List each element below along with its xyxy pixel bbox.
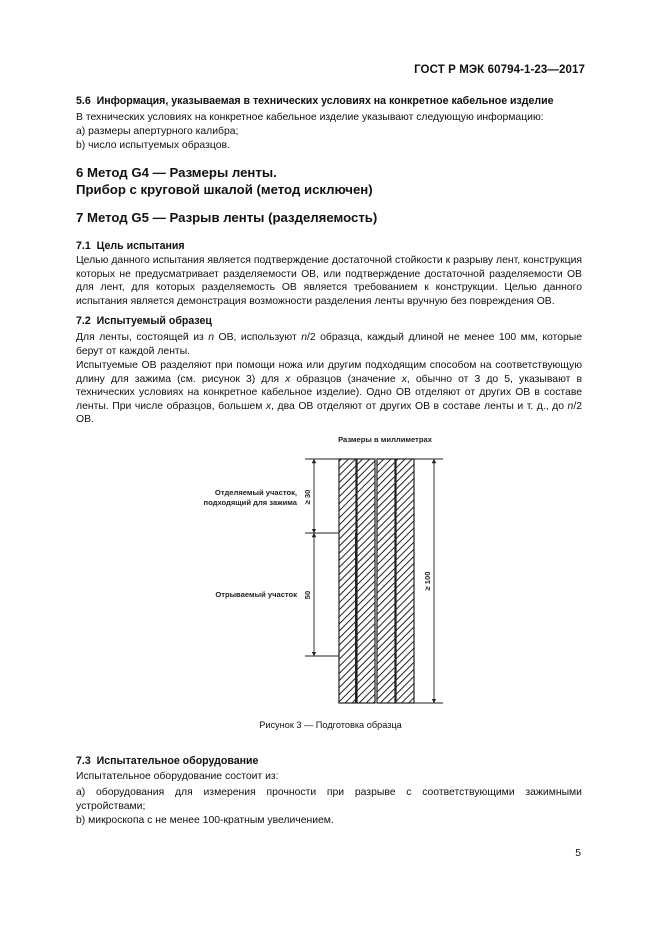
label-separated-section-line1: Отделяемый участок, bbox=[214, 488, 297, 497]
section-5-6-heading bbox=[76, 95, 582, 109]
list-mark: b) bbox=[76, 815, 86, 826]
label-torn-section: Отрываемый участок bbox=[215, 590, 297, 599]
section-6-heading bbox=[76, 164, 582, 198]
dimension-top-value: ≥ 30 bbox=[303, 489, 312, 505]
paragraph-text: Целью данного испытания является подтверждение достаточной стойкости к разрыву лент, конструкция которых не предусматривает разделяемости ОВ, или подтверждение достаточной разделяемости ОВ для лент, для которых разделяемость ОВ является требованием к конструкции. Целью данного испытания является демонстрация возможности разделения ленты вручную без повреждения ОВ. bbox=[76, 255, 582, 307]
section-number: 7.3 bbox=[76, 755, 91, 767]
var-n: n bbox=[301, 332, 307, 343]
text-run: /2 образца, каждый длиной не менее 100 мм, которые берут от каждой ленты. bbox=[76, 332, 582, 357]
figure-caption: Рисунок 3 — Подготовка образца bbox=[259, 720, 402, 730]
section-7-1-text bbox=[76, 254, 582, 308]
var-x: x bbox=[265, 400, 272, 412]
fiber-strip bbox=[339, 459, 356, 703]
dimension-total-value: ≥ 100 bbox=[423, 571, 432, 591]
section-number: 7.1 bbox=[76, 240, 91, 252]
list-mark: a) bbox=[76, 787, 86, 798]
var-n: n bbox=[567, 400, 574, 412]
text-run: Для ленты, состоящей из bbox=[76, 332, 209, 343]
list-item bbox=[76, 786, 582, 813]
ribbon-sample bbox=[339, 459, 414, 703]
section-title: Цель испытания bbox=[96, 240, 185, 252]
var-x: x bbox=[401, 373, 407, 385]
section-title: Испытуемый образец bbox=[96, 315, 212, 327]
var-x: x bbox=[285, 373, 291, 385]
dimension-mid-value: 50 bbox=[303, 590, 312, 600]
section-6-line1: 6 Метод G4 — Размеры ленты. bbox=[76, 165, 277, 180]
text-run: /2 ОВ. bbox=[76, 400, 582, 426]
section-6-line2: Прибор с круговой шкалой (метод исключен) bbox=[76, 182, 373, 197]
intro-text: В технических условиях на конкретное кабельное изделие указывают следующую информацию: bbox=[76, 112, 544, 123]
text-run: , два ОВ отделяют от других ОВ в составе ленты и т. д., до bbox=[271, 400, 568, 412]
list-text: оборудования для измерения прочности при разрыве с соответствующими зажимными устройствами; bbox=[76, 787, 582, 812]
section-7-2-para2 bbox=[76, 359, 582, 427]
list-text: микроскопа с не менее 100-кратным увеличением. bbox=[88, 815, 334, 826]
section-7-title: 7 Метод G5 — Разрыв ленты (разделяемость) bbox=[76, 210, 378, 225]
section-7-2-heading bbox=[76, 315, 582, 329]
section-7-1-heading bbox=[76, 240, 582, 254]
figure-3-diagram bbox=[0, 425, 661, 715]
section-7-2-para1 bbox=[76, 331, 582, 358]
text-run: , обычно от 3 до 5, указывают в технических условиях на конкретное кабельное изделие). Одно ОВ отделяют от других ОВ в составе ленты. При числе образцов, большем bbox=[76, 373, 582, 412]
section-title: Информация, указываемая в технических условиях на конкретное кабельное изделие bbox=[96, 95, 554, 107]
list-text: размеры апертурного калибра; bbox=[88, 126, 239, 137]
section-7-3-heading bbox=[76, 755, 582, 769]
figure-units-label: Размеры в миллиметрах bbox=[338, 435, 432, 444]
section-5-6-intro bbox=[76, 111, 582, 125]
label-separated-section-line2: подходящий для зажима bbox=[203, 498, 297, 507]
intro-text: Испытательное оборудование состоит из: bbox=[76, 771, 279, 782]
fiber-strip bbox=[377, 459, 395, 703]
fiber-strip bbox=[396, 459, 414, 703]
section-title: Испытательное оборудование bbox=[96, 755, 259, 767]
list-item bbox=[76, 139, 582, 153]
list-item bbox=[76, 814, 582, 828]
list-mark: a) bbox=[76, 126, 86, 137]
section-7-3-intro bbox=[76, 770, 582, 784]
document-header: ГОСТ Р МЭК 60794-1-23—2017 bbox=[414, 64, 585, 76]
var-n: n bbox=[208, 332, 215, 343]
section-number: 7.2 bbox=[76, 315, 91, 327]
list-item bbox=[76, 125, 582, 139]
fiber-strip bbox=[357, 459, 375, 703]
section-number: 5.6 bbox=[76, 95, 91, 107]
section-7-heading bbox=[76, 209, 582, 226]
text-run: Испытуемые ОВ разделяют при помощи ножа или другим подходящим способом на соответствующую длину для зажима (см. рисунок 3) для bbox=[76, 360, 582, 385]
text-run: ОВ, используют bbox=[214, 332, 302, 343]
text-run: образцов (значение bbox=[290, 373, 402, 385]
list-mark: b) bbox=[76, 140, 86, 151]
page-number: 5 bbox=[575, 848, 581, 859]
list-text: число испытуемых образцов. bbox=[88, 140, 230, 151]
